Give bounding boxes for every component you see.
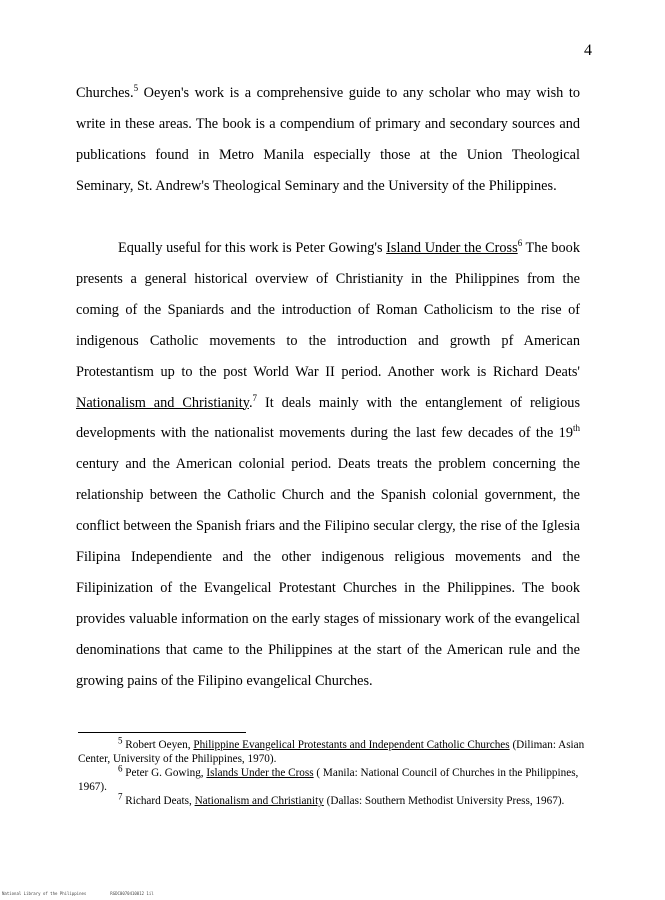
paragraph-2: [76, 233, 580, 697]
footnote-ref-6[interactable]: 6: [517, 238, 523, 249]
footnote-number: 7: [118, 791, 123, 802]
p2-text-c: .: [248, 394, 253, 411]
footer-library: National Library of the Philippines: [2, 891, 87, 896]
p2-text-e: century and the American colonial period. Deats treats the problem concerning the relationship between the Catholic Church and the Spanish colonial government, the conflict between the Spanish friars and the Filipino secular clergy, the rise of the Iglesia Filipina Independiente and the other indigenous religious movements and the Filipinization of the Evangelical Protestant Churches in the Philippines. The book provides valuable information on the early stages of missionary work of the evangelical denominations that came to the Philippines at the start of the American rule and the growing pains of the Filipino evangelical Churches.: [76, 456, 580, 689]
footnote-publication: ( Manila: National Council of Churches in the Philippines, 1967).: [78, 767, 579, 794]
footnote-ref-5[interactable]: 5: [133, 83, 139, 94]
p1-text-b: Oeyen's work is a comprehensive guide to any scholar who may wish to write in these areas. The book is a compendium of primary and secondary sources and publications found in Metro Manila especially those at the Union Theological Seminary, St. Andrew's Theological Seminary and the University of the Philippines.: [76, 85, 580, 194]
ordinal-superscript: th: [572, 423, 580, 434]
footnote-5: [78, 735, 586, 766]
footnote-number: 6: [118, 763, 123, 774]
paragraph-1: [76, 78, 580, 202]
footnote-publication: (Diliman: Asian Center, University of the Philippines, 1970).: [78, 739, 585, 766]
footnote-title: Philippine Evangelical Protestants and Independent Catholic Churches: [193, 739, 510, 751]
footer-code: RGDC0070410012 1il: [110, 891, 154, 896]
p2-text-b: The book presents a general historical overview of Christianity in the Philippines from the coming of the Spaniards and the introduction of Roman Catholicism to the rise of indigenous Catholic movements to the introduction and growth pf American Protestantism up to the post World War II period. Another work is Richard Deats': [76, 240, 580, 380]
book-title-nationalism-and-christianity: Nationalism and Christianity: [76, 394, 249, 411]
footnote-ref-7[interactable]: 7: [252, 392, 258, 403]
p1-text-a: Churches.: [76, 85, 134, 101]
footnote-number: 5: [118, 735, 123, 746]
footnote-publication: (Dallas: Southern Methodist University Press, 1967).: [323, 795, 565, 808]
scan-footer: [2, 891, 154, 896]
footnote-author: Peter G. Gowing,: [122, 767, 207, 780]
p2-text-a: Equally useful for this work is Peter Gowing's: [118, 240, 387, 256]
footnote-author: Richard Deats,: [122, 795, 195, 808]
footnote-author: Robert Oeyen,: [122, 739, 194, 751]
book-title-island-under-the-cross: Island Under the Cross: [386, 240, 518, 256]
page-number: 4: [584, 42, 592, 59]
footnotes: [78, 735, 586, 808]
footnote-title: Nationalism and Christianity: [194, 795, 324, 808]
footnote-divider: [78, 732, 246, 733]
footnote-6: [78, 763, 586, 794]
footnote-title: Islands Under the Cross: [206, 767, 314, 780]
footnote-7: [78, 791, 586, 808]
p2-text-d: It deals mainly with the entanglement of religious developments with the nationalist movements during the last few decades of the 19: [76, 394, 581, 442]
